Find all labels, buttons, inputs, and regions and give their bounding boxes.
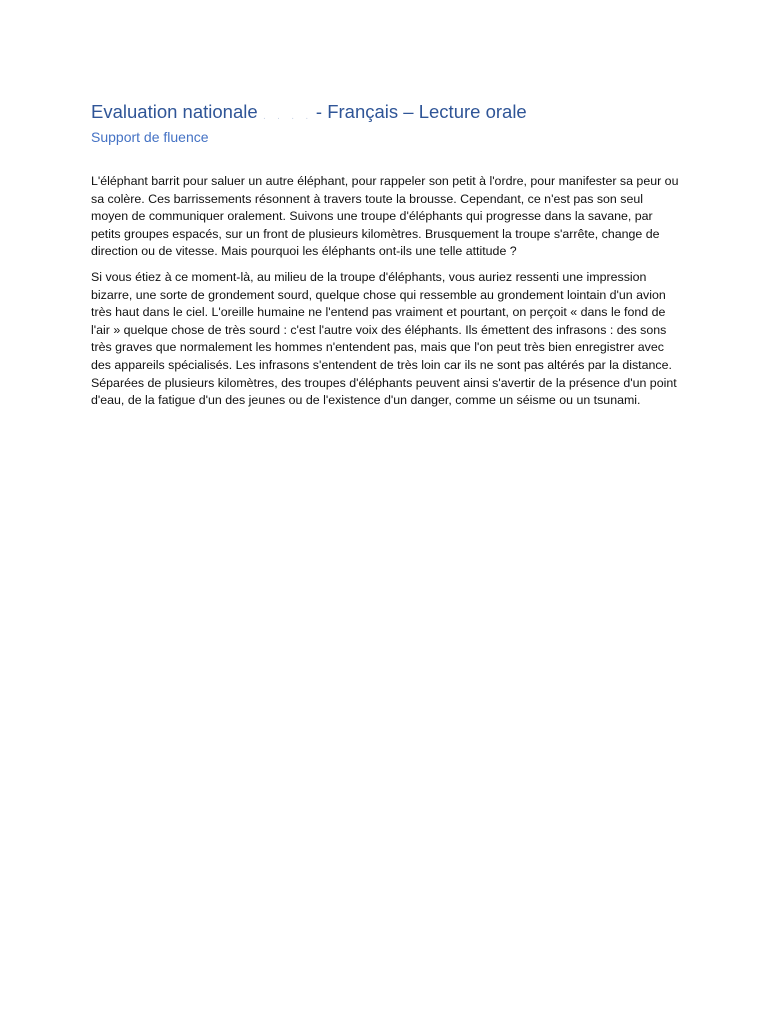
document-subtitle: Support de fluence — [91, 129, 209, 145]
title-prefix: Evaluation nationale — [91, 101, 258, 122]
title-suffix: - Français – Lecture orale — [315, 101, 527, 122]
paragraph-1: L'éléphant barrit pour saluer un autre éléphant, pour rappeler son petit à l'ordre, pour manifester sa peur ou sa colère. Ces barrissements résonnent à travers toute la brousse. Cependant, ce n'est pas son seul moyen de communiquer oralement. Suivons une troupe d'éléphants qui progresse dans la savane, par petits groupes espacés, sur un front de plusieurs kilomètres. Brusquement la troupe s'arrête, change de direction ou de vitesse. Mais pourquoi les éléphants ont-ils une telle attitude ? — [91, 174, 679, 259]
title-redacted-year: · · · · — [262, 113, 313, 125]
document-title — [91, 100, 681, 124]
reading-text — [91, 173, 681, 410]
document-content — [91, 100, 681, 418]
paragraph-2: Si vous étiez à ce moment-là, au milieu de la troupe d'éléphants, vous auriez ressenti une impression bizarre, une sorte de grondement sourd, quelque chose qui ressemble au grondement lointain d'un avion très haut dans le ciel. L'oreille humaine ne l'entend pas vraiment et pourtant, on perçoit « dans le fond de l'air » quelque chose de très sourd : c'est l'autre voix des éléphants. Ils émettent des infrasons : des sons très graves que normalement les hommes n'entendent pas, mais que l'on peut très bien enregistrer avec des appareils spécialisés. Les infrasons s'entendent de très loin car ils ne sont pas altérés par la distance. Séparées de plusieurs kilomètres, des troupes d'éléphants peuvent ainsi s'avertir de la présence d'un point d'eau, de la fatigue d'un des jeunes ou de l'existence d'un danger, comme un séisme ou un tsunami. — [91, 269, 677, 408]
